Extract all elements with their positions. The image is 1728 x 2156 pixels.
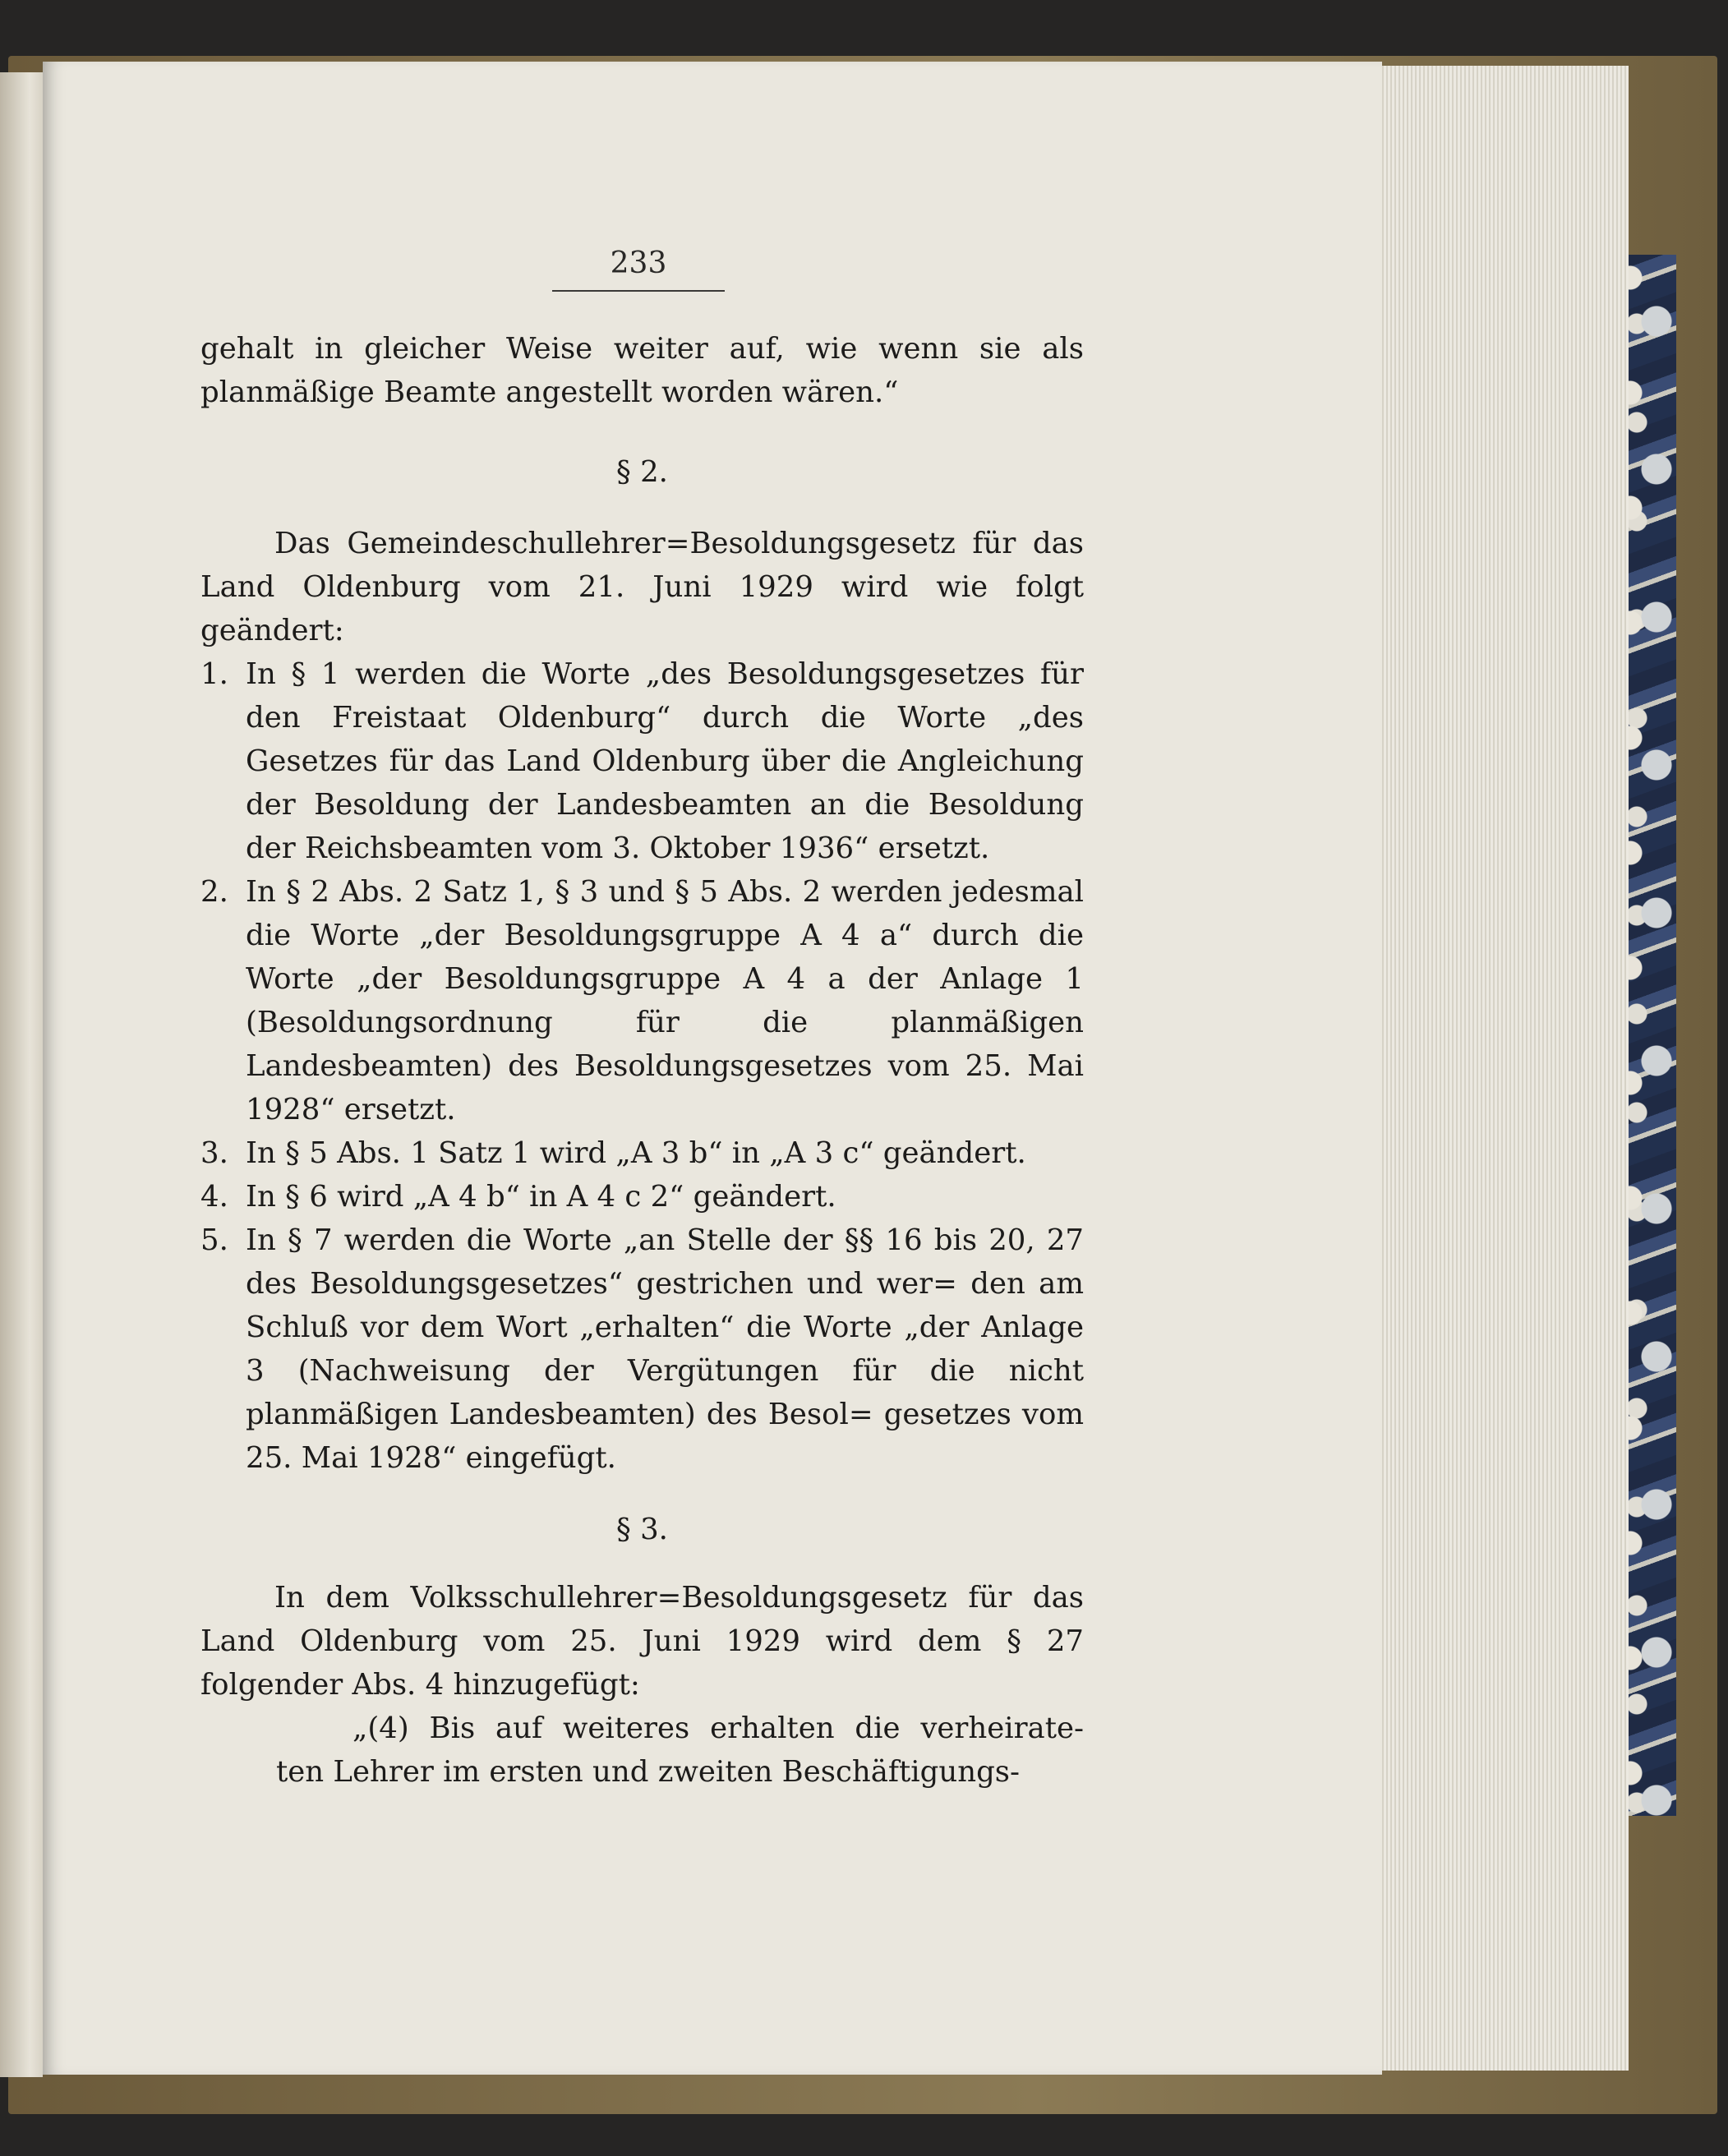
section-3-intro: In dem Volksschullehrer=Besoldungsgesetz für das Land Oldenburg vom 25. Juni 1929 wird dem § 27 folgender Abs. 4 hinzugefügt: (200, 1581, 1084, 1702)
list-item-number: 2. (200, 875, 228, 909)
list-item (200, 652, 1084, 870)
list-item-number: 3. (200, 1136, 228, 1170)
section-2-heading: § 2. (616, 455, 668, 489)
list-item-number: 4. (200, 1180, 228, 1214)
opening-line-1: gehalt in gleicher Weise weiter auf, wie wenn sie als (200, 332, 1084, 366)
list-item (200, 1175, 1084, 1219)
section-2-intro: Das Gemeindeschullehrer=Besoldungsgesetz für das Land Oldenburg vom 21. Juni 1929 wird wie folgt geändert: (200, 527, 1084, 647)
list-item-text: In § 7 werden die Worte „an Stelle der §§ 16 bis 20, 27 des Besoldungsgesetzes“ gestrichen und wer= den am Schluß vor dem Wort „erhalten“ die Worte „der Anlage 3 (Nachweisung der Vergütungen für die nicht planmäßigen Landesbeamten) des Besol= gesetzes vom 25. Mai 1928“ eingefügt. (246, 1223, 1084, 1475)
opening-line-2: planmäßige Beamte angestellt worden wären.“ (200, 375, 899, 409)
list-item (200, 1219, 1084, 1480)
list-item-text: In § 6 wird „A 4 b“ in A 4 c 2“ geändert. (246, 1180, 836, 1214)
quote-line-2: ten Lehrer im ersten und zweiten Beschäftigungs- (276, 1755, 1021, 1789)
list-item-text: In § 2 Abs. 2 Satz 1, § 3 und § 5 Abs. 2 werden jedesmal die Worte „der Besoldungsgruppe A 4 a“ durch die Worte „der Besoldungsgruppe A 4 a der Anlage 1 (Besoldungsordnung für die planmäßigen Landesbeamten) des Besoldungsgesetzes vom 25. Mai 1928“ ersetzt. (246, 875, 1084, 1126)
page-text (200, 327, 1084, 1794)
list-item-number: 1. (200, 657, 228, 691)
list-item-text: In § 5 Abs. 1 Satz 1 wird „A 3 b“ in „A 3 c“ geändert. (246, 1136, 1026, 1170)
page-stack-edges (1372, 66, 1629, 2071)
left-page-edge (0, 72, 43, 2077)
opening-paragraph (200, 327, 1084, 414)
quote-line-1: „(4) Bis auf weiteres erhalten die verheirate- (353, 1711, 1084, 1745)
list-item (200, 870, 1084, 1131)
list-item-number: 5. (200, 1223, 228, 1257)
list-item (200, 1131, 1084, 1175)
list-item-text: In § 1 werden die Worte „des Besoldungsgesetzes für den Freistaat Oldenburg“ durch die Worte „des Gesetzes für das Land Oldenburg über die Angleichung der Besoldung der Landesbeamten an die Besoldung der Reichsbeamten vom 3. Oktober 1936“ ersetzt. (246, 657, 1084, 865)
section-3-heading: § 3. (616, 1513, 668, 1546)
page-number: 233 (552, 246, 725, 292)
